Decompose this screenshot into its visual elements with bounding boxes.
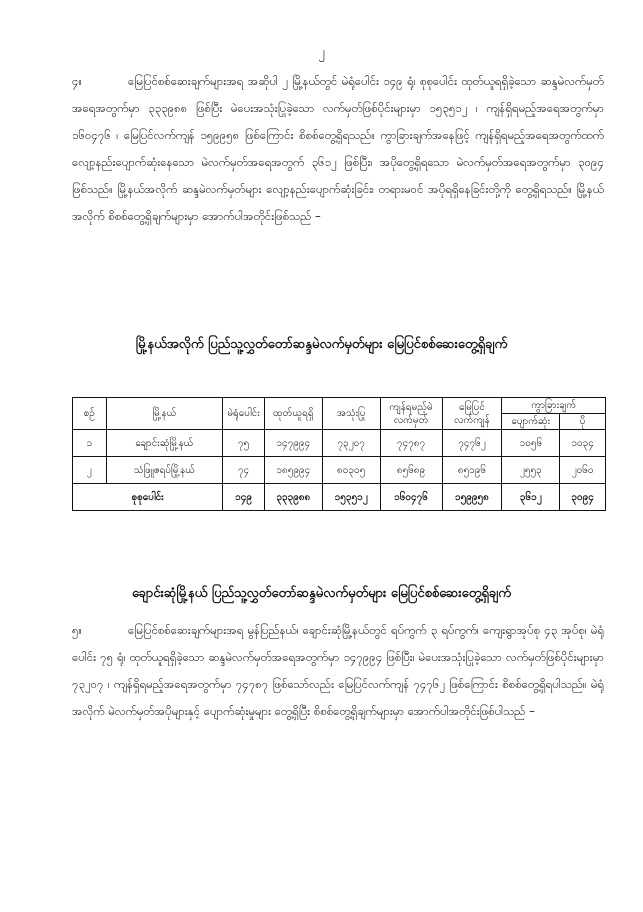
page-number: ၂ [318, 45, 325, 60]
cell-total-label: စုစုပေါင်း [73, 484, 223, 511]
cell-ground-remaining: ၈၅၁၉၆ [442, 457, 502, 484]
section-heading: ချောင်းဆုံမြို့နယ် ပြည်သူ့လွှတ်တော်ဆန္ဒမဲလက်မှတ်များ မြေပြင်စစ်ဆေးတွေ့ရှိချက် [132, 586, 511, 601]
col-polling-stations: မဲရုံပေါင်း [223, 398, 265, 430]
cell-seq: ၂ [73, 457, 107, 484]
cell-ground-remaining: ၁၅၉၉၅၈ [442, 484, 502, 511]
paragraph-4 [72, 68, 604, 230]
paragraph-text: မြေပြင်စစ်ဆေးချက်များအရ အဆိုပါ ၂ မြို့နယ်တွင် မဲရုံပေါင်း ၁၄၉ ရုံ၊ စုစုပေါင်း ထုတ်ယူရရှိခဲ့သော ဆန္ဒမဲလက်မှတ်အရေအတွက်မှာ ၃၃၃၉၈၈ ဖြစ်ပြီး မဲပေးအသုံးပြုခဲ့သော လက်မှတ်ဖြစ်ပိုင်းများမှာ ၁၅၃၅၁၂ ၊ ကျန်ရှိရမည့်အရေအတွက်မှာ ၁၆၀၄၇၆ ၊ မြေပြင်လက်ကျန် ၁၅၉၉၅၈ ဖြစ်ကြောင်း စိစစ်တွေ့ရှိရသည်။ ကွာခြားချက်အနေဖြင့် ကျန်ရှိရမည့်အရေအတွက်ထက် လျော့နည်းပျောက်ဆုံးနေသော မဲလက်မှတ်အရေအတွက် ၃၆၁၂ ဖြစ်ပြီး၊ အပိုတွေ့ရှိရသော မဲလက်မှတ်အရေအတွက်မှာ ၃၀၉၄ ဖြစ်သည်။ မြို့နယ်အလိုက် ဆန္ဒမဲလက်မှတ်များ လျော့နည်းပျောက်ဆုံးခြင်း၊ တရားမဝင် အပိုရရှိနေခြင်းတို့ကို တွေ့ရှိရသည်။ မြို့နယ်အလိုက် စိစစ်တွေ့ရှိချက်များမှာ အောက်ပါအတိုင်းဖြစ်သည် – [72, 74, 604, 223]
cell-ground-remaining: ၇၄၇၆၂ [442, 430, 502, 457]
paragraph-number: ၅။ [72, 623, 82, 637]
township-results-table [72, 397, 606, 511]
table-row [73, 430, 606, 457]
table-row [73, 457, 606, 484]
cell-missing: ၃၆၁၂ [502, 484, 560, 511]
table-total-row [73, 484, 606, 511]
col-ground-remaining: မြေပြင်လက်ကျန် [442, 398, 502, 430]
cell-extra: ၂၀၆၀ [560, 457, 606, 484]
cell-issued: ၁၄၇၉၉၄ [264, 430, 322, 457]
cell-polling-stations: ၁၄၉ [223, 484, 265, 511]
col-issued: ထုတ်ယူရရှိ [264, 398, 322, 430]
cell-used: ၈၀၃၀၅ [322, 457, 380, 484]
cell-seq: ၁ [73, 430, 107, 457]
col-township: မြို့နယ် [106, 398, 223, 430]
cell-used: ၁၅၃၅၁၂ [322, 484, 380, 511]
cell-used: ၇၃၂၀၇ [322, 430, 380, 457]
cell-missing: ၂၅၅၃ [502, 457, 560, 484]
col-seq: စဉ် [73, 398, 107, 430]
cell-remaining-expected: ၇၄၇၈၇ [380, 430, 442, 457]
paragraph-text: မြေပြင်စစ်ဆေးချက်များအရ မွန်ပြည်နယ်၊ ချောင်းဆုံမြို့နယ်တွင် ရပ်ကွက် ၃ ရပ်ကွက်၊ ကျေးရွာအုပ်စု ၄၃ အုပ်စု၊ မဲရုံပေါင်း ၇၅ ရုံ၊ ထုတ်ယူရရှိခဲ့သော ဆန္ဒမဲလက်မှတ်အရေအတွက်မှာ ၁၄၇၉၉၄ ဖြစ်ပြီး၊ မဲပေးအသုံးပြုခဲ့သော လက်မှတ်ဖြစ်ပိုင်းများမှာ ၇၃၂၀၇ ၊ ကျန်ရှိရမည့်အရေအတွက်မှာ ၇၄၇၈၇ ဖြစ်သော်လည်း မြေပြင်လက်ကျန် ၇၄၇၆၂ ဖြစ်ကြောင်း စိစစ်တွေ့ရှိရပါသည်။ မဲရုံအလိုက် မဲလက်မှတ်အပိုများနှင့် ပျောက်ဆုံးမှုများ တွေ့ရှိပြီး စိစစ်တွေ့ရှိချက်များမှာ အောက်ပါအတိုင်းဖြစ်ပါသည် – [72, 623, 604, 718]
cell-extra: ၃၀၉၄ [560, 484, 606, 511]
cell-remaining-expected: ၁၆၀၄၇၆ [380, 484, 442, 511]
cell-township: ချောင်းဆုံမြို့နယ် [106, 430, 223, 457]
cell-issued: ၃၃၃၉၈၈ [264, 484, 322, 511]
cell-issued: ၁၈၅၉၉၄ [264, 457, 322, 484]
col-difference: ကွာခြားချက် [502, 398, 606, 414]
table-heading: မြို့နယ်အလိုက် ပြည်သူ့လွှတ်တော်ဆန္ဒမဲလက်မှတ်များ မြေပြင်စစ်ဆေးတွေ့ရှိချက် [135, 337, 508, 352]
col-missing: ပျောက်ဆုံး [502, 414, 560, 430]
paragraph-5 [72, 617, 604, 725]
cell-extra: ၁၀၃၄ [560, 430, 606, 457]
col-extra: ပို [560, 414, 606, 430]
cell-missing: ၁၀၅၆ [502, 430, 560, 457]
col-remaining-expected: ကျန်ရမည့်မဲလက်မှတ် [380, 398, 442, 430]
col-used: အသုံးပြု [322, 398, 380, 430]
cell-polling-stations: ၇၄ [223, 457, 265, 484]
paragraph-number: ၄။ [72, 74, 82, 88]
cell-polling-stations: ၇၅ [223, 430, 265, 457]
cell-remaining-expected: ၈၅၆၈၉ [380, 457, 442, 484]
cell-township: သံဖြူဇရပ်မြို့နယ် [106, 457, 223, 484]
